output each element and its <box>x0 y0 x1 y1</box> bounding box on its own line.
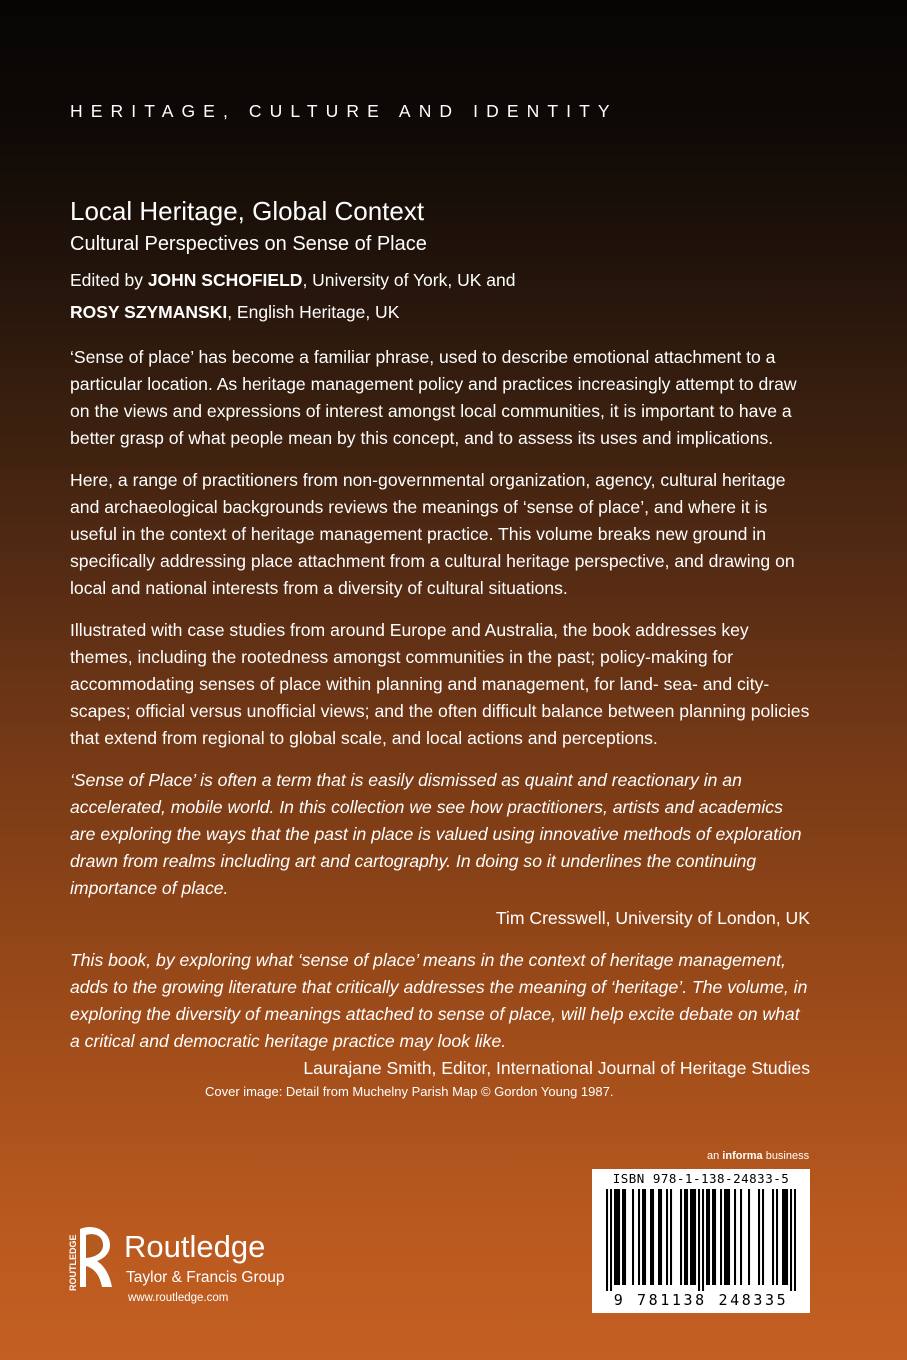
cover-image-credit: Cover image: Detail from Muchelny Parish Map © Gordon Young 1987. <box>205 1084 614 1099</box>
barcode-bar <box>624 1189 626 1285</box>
barcode-bar <box>758 1189 760 1285</box>
barcode-bar <box>616 1189 618 1285</box>
barcode-bar <box>618 1189 620 1285</box>
editor-1-name: JOHN SCHOFIELD <box>147 270 303 290</box>
barcode-bar <box>702 1189 704 1291</box>
description-paragraph-2: Here, a range of practitioners from non-governmental organization, agency, cultural heritage and archaeological backgrounds reviews the meanings of ‘sense of place’, and where it is useful in the context of heritage management practice. This volume breaks new ground in specifically addressing place attachment from a cultural heritage perspective, and drawing on local and national interests from a diversity of cultural situations. <box>70 470 795 598</box>
publisher-group: Taylor & Francis Group <box>126 1269 285 1286</box>
book-subtitle: Cultural Perspectives on Sense of Place <box>70 233 427 255</box>
review-quote-2: This book, by exploring what ‘sense of place’ means in the context of heritage management, adds to the growing literature that critically addresses the meaning of ‘heritage’. The volume, in exploring the diversity of meanings attached to sense of place, will help excite debate on what a critical and democratic heritage practice may look like. <box>70 950 808 1051</box>
barcode-bar <box>642 1189 644 1285</box>
barcode-bar <box>692 1189 694 1285</box>
barcode-bar <box>712 1189 714 1285</box>
routledge-logo-icon <box>66 1223 118 1293</box>
editors-line-2 <box>70 296 515 328</box>
barcode-bar <box>724 1189 726 1285</box>
barcode-bar <box>734 1189 736 1285</box>
barcode-bar <box>622 1189 624 1285</box>
barcode-icon <box>606 1189 796 1291</box>
barcode-bar <box>686 1189 688 1285</box>
publisher-website: www.routledge.com <box>128 1292 229 1304</box>
editor-2-name: ROSY SZYMANSKI <box>70 302 228 322</box>
informa-brand: informa <box>722 1150 763 1162</box>
barcode-bar <box>728 1189 730 1285</box>
review-quote-1: ‘Sense of Place’ is often a term that is easily dismissed as quaint and reactionary in an accelerated, mobile world. In this collection we see how practitioners, artists and academics are exploring the ways that the past in place is valued using innovative methods of exploration drawn from realms including art and cartography. In doing so it underlines the continuing importance of place. <box>70 770 802 898</box>
barcode-bar <box>614 1189 616 1285</box>
barcode-bar <box>644 1189 646 1285</box>
barcode-bar <box>794 1189 796 1291</box>
informa-prefix: an <box>707 1150 723 1162</box>
blurb-body <box>70 344 810 1097</box>
barcode-bar <box>740 1189 742 1285</box>
routledge-logo-vertical-text: ROUTLEDGE <box>68 1234 78 1291</box>
barcode-bar <box>784 1189 786 1285</box>
barcode-bar <box>762 1189 764 1285</box>
isbn-barcode-box <box>592 1169 810 1313</box>
barcode-bar <box>690 1189 692 1285</box>
barcode-bar <box>720 1189 722 1285</box>
barcode-bar <box>632 1189 634 1285</box>
informa-suffix: business <box>762 1150 810 1162</box>
barcode-bar <box>638 1189 640 1285</box>
barcode-bar <box>726 1189 728 1285</box>
editors-block <box>70 264 515 328</box>
barcode-bar <box>610 1189 612 1291</box>
book-title: Local Heritage, Global Context <box>70 196 425 226</box>
barcode-bar <box>666 1189 668 1285</box>
editors-line-1 <box>70 264 515 296</box>
review-attribution-2: Laurajane Smith, Editor, International Journal of Heritage Studies <box>303 1058 810 1078</box>
review-attribution-1: Tim Cresswell, University of London, UK <box>495 908 810 928</box>
barcode-bar <box>786 1189 788 1285</box>
informa-business-tagline <box>707 1150 809 1162</box>
barcode-bar <box>714 1189 716 1285</box>
barcode-bar <box>680 1189 682 1285</box>
barcode-bar <box>694 1189 696 1285</box>
barcode-bar <box>748 1189 750 1285</box>
barcode-bar <box>708 1189 710 1285</box>
publisher-name: Routledge <box>124 1229 266 1264</box>
barcode-bar <box>650 1189 652 1285</box>
editor-1-affiliation: , University of York, UK and <box>302 270 516 290</box>
barcode-bar <box>706 1189 708 1285</box>
edited-by-prefix: Edited by <box>70 270 148 290</box>
isbn-label: ISBN 978-1-138-24833-5 <box>612 1171 790 1186</box>
barcode-bar <box>790 1189 792 1291</box>
barcode-bar <box>652 1189 654 1285</box>
barcode-bar <box>776 1189 778 1285</box>
barcode-bar <box>670 1189 672 1285</box>
barcode-bar <box>684 1189 686 1285</box>
barcode-bar <box>782 1189 784 1285</box>
description-paragraph-1: ‘Sense of place’ has become a familiar phrase, used to describe emotional attachment to a particular location. As heritage management policy and practices increasingly attempt to draw on the views and expressions of interest amongst local communities, it is important to have a better grasp of what people mean by this concept, and to assess its uses and implications. <box>70 347 797 448</box>
barcode-bar <box>660 1189 662 1285</box>
barcode-bar <box>606 1189 608 1291</box>
barcode-bar <box>698 1189 700 1291</box>
barcode-bar <box>658 1189 660 1285</box>
barcode-bar <box>772 1189 774 1285</box>
series-title: HERITAGE, CULTURE AND IDENTITY <box>70 101 618 121</box>
isbn-barcode-digits: 9 781138 248335 <box>613 1291 789 1309</box>
editor-2-affiliation: , English Heritage, UK <box>227 302 400 322</box>
description-paragraph-3: Illustrated with case studies from around Europe and Australia, the book addresses key themes, including the rootedness amongst communities in the past; policy-making for accommodating senses of place within planning and management, for land- sea- and city-scapes; official versus unofficial views; and the often difficult balance between planning policies that extend from regional to global scale, and local actions and perceptions. <box>70 620 810 748</box>
